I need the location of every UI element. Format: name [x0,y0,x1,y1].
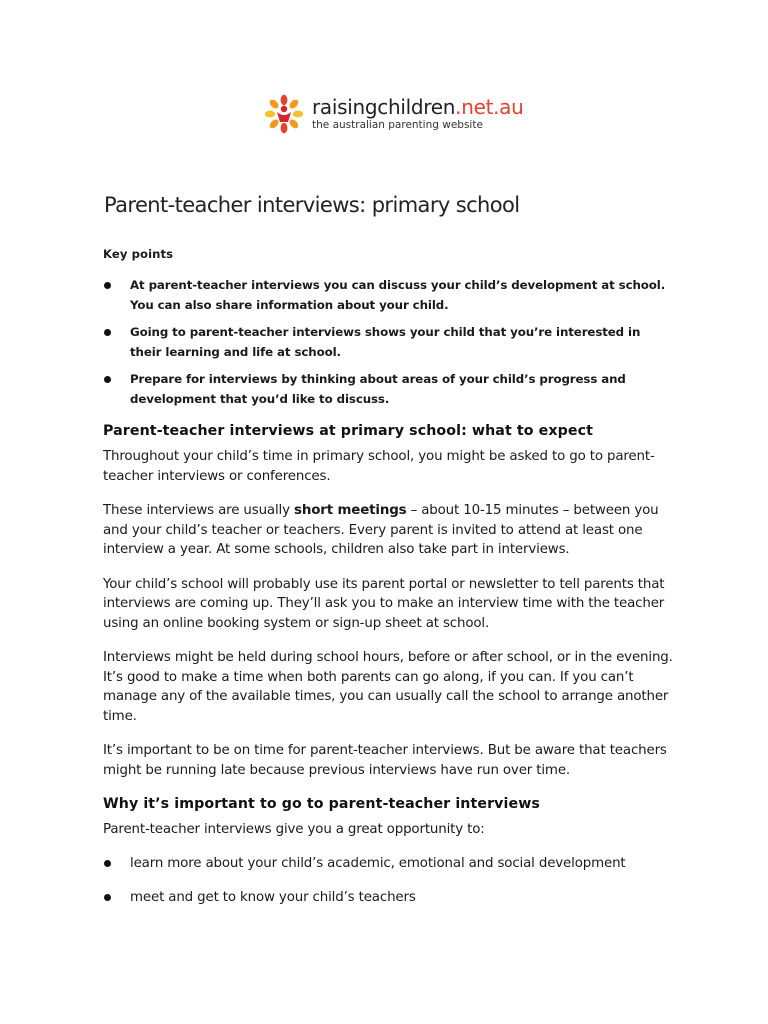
bullet-icon [104,282,111,289]
key-point-item: Going to parent-teacher interviews shows your child that you’re interested in their learning and life at school. [103,323,673,362]
logo-tagline: the australian parenting website [312,118,483,131]
section-heading-why-important: Why it’s important to go to parent-teacher interviews [103,796,540,812]
site-logo [262,90,524,136]
bullet-icon [104,860,111,867]
logo-wordmark: raisingchildren.net.au [312,94,524,119]
raising-children-logo-icon [262,91,306,135]
document-body [103,244,673,908]
paragraph: Interviews might be held during school hours, before or after school, or in the evening. It’s good to make a time when both parents can go along, if you can. If you can’t manage any of the available times, you can usually call the school to arrange another time. [103,650,673,724]
key-point-item: Prepare for interviews by thinking about areas of your child’s progress and development that you’d like to discuss. [103,370,673,409]
paragraph: These interviews are usually short meetings – about 10-15 minutes – between you and your child’s teacher or teachers. Every parent is invited to attend at least one interview a year. At some schools, children also take part in interviews. [103,503,659,557]
paragraph: It’s important to be on time for parent-teacher interviews. But be aware that teachers might be running late because previous interviews have run over time. [103,743,667,778]
bullet-icon [104,894,111,901]
paragraph: Parent-teacher interviews give you a great opportunity to: [103,822,485,837]
paragraph: Your child’s school will probably use its parent portal or newsletter to tell parents that interviews are coming up. They’ll ask you to make an interview time with the teacher using an online booking system or sign-up sheet at school. [103,576,665,631]
section-heading-what-to-expect: Parent-teacher interviews at primary school: what to expect [103,423,594,439]
page-title: Parent-teacher interviews: primary school [104,193,520,217]
opportunity-item: meet and get to know your child’s teachers [103,888,673,908]
key-points-heading: Key points [103,247,174,261]
emphasis: short meetings [294,503,407,518]
bullet-icon [104,376,111,383]
paragraph: Throughout your child’s time in primary school, you might be asked to go to parent-teacher interviews or conferences. [103,449,655,484]
opportunities-list [103,854,673,908]
key-points-list [103,276,673,409]
opportunity-item: learn more about your child’s academic, emotional and social development [103,854,673,874]
key-point-item: At parent-teacher interviews you can discuss your child’s development at school. You can also share information about your child. [103,276,673,315]
bullet-icon [104,329,111,336]
